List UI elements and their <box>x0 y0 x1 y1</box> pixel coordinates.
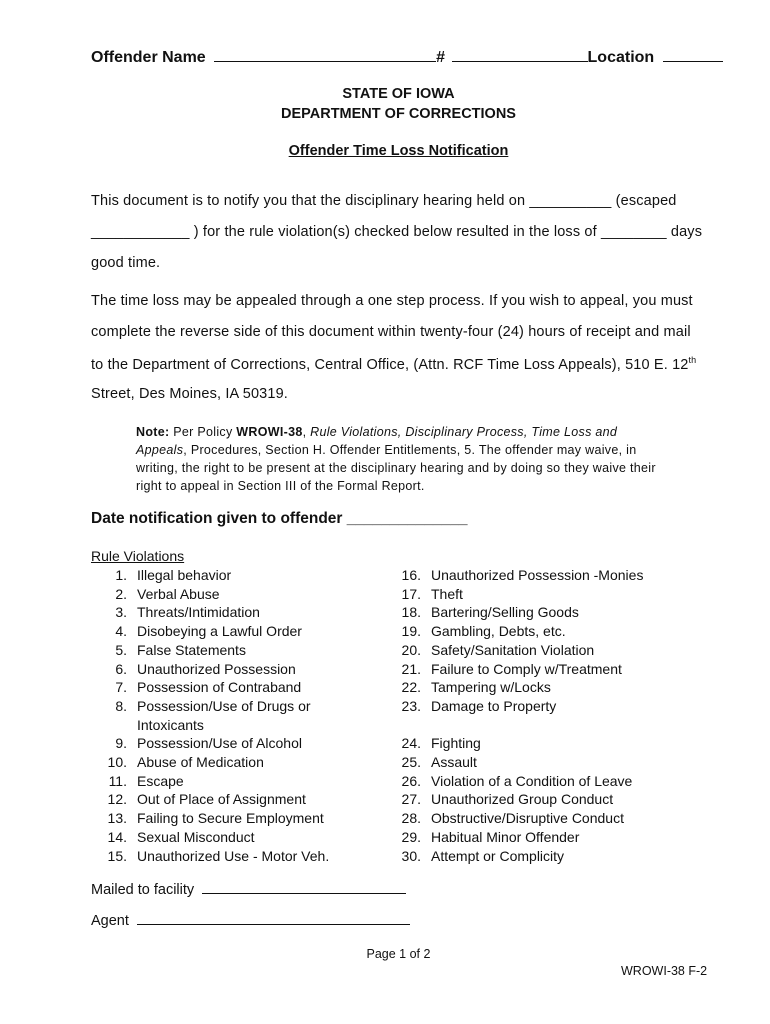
rule-violation-label: Sexual Misconduct <box>137 828 255 845</box>
document-title: Offender Time Loss Notification <box>288 143 509 159</box>
rule-violation-number: 30. <box>401 847 421 864</box>
policy-code: WROWI-38 <box>236 425 303 439</box>
rule-violation-label: Unauthorized Possession <box>137 660 296 677</box>
agent-field[interactable] <box>137 910 410 925</box>
rule-violation-label: Obstructive/Disruptive Conduct <box>431 810 624 827</box>
rule-violation-number: 10. <box>107 754 127 770</box>
body-line-5: complete the reverse side of this document within twenty-four (24) hours of receipt and mail <box>91 324 691 340</box>
rule-violation-label: Safety/Sanitation Violation <box>431 641 595 658</box>
rule-violation-label: Escape <box>137 772 184 789</box>
rule-violation-label: Damage to Property <box>431 697 557 714</box>
agent-row <box>91 910 410 929</box>
agent-label: Agent <box>91 913 129 929</box>
mailed-to-facility-field[interactable] <box>202 879 406 894</box>
offender-name-field[interactable] <box>214 47 436 62</box>
rule-violation-label: Gambling, Debts, etc. <box>431 623 566 640</box>
rule-violation-number: 6. <box>115 660 127 677</box>
body-line-6-text: to the Department of Corrections, Central Office, (Attn. RCF Time Loss Appeals), 510 E. 12 <box>91 356 689 373</box>
rule-violation-number: 5. <box>115 641 127 658</box>
body-line-4: The time loss may be appealed through a one step process. If you wish to appeal, you must <box>91 293 693 309</box>
policy-note <box>136 423 671 495</box>
rule-violation-label: False Statements <box>137 641 246 658</box>
rule-violation-label: Theft <box>431 585 463 602</box>
rule-violation-label: Fighting <box>431 735 481 752</box>
offender-header-row <box>91 47 723 67</box>
state-heading: STATE OF IOWA <box>342 86 455 102</box>
rule-violation-number: 19. <box>401 623 421 640</box>
policy-title: Rule Violations, Disciplinary Process, Time Loss and Appeals <box>136 425 618 457</box>
rule-violation-number: 13. <box>107 810 127 827</box>
mailed-to-facility-row <box>91 879 406 898</box>
note-text-1: Per Policy <box>169 425 237 439</box>
rule-violation-number: 22. <box>401 679 421 696</box>
rule-violation-label: Possession/Use of Alcohol <box>137 735 302 752</box>
rule-violation-number: 15. <box>107 847 127 864</box>
rule-violation-number: 20. <box>401 641 421 658</box>
rule-violation-number: 26. <box>401 772 421 789</box>
rule-violation-number: 8. <box>115 697 127 714</box>
body-line-1: This document is to notify you that the disciplinary hearing held on __________ (escaped <box>91 193 677 209</box>
rule-violation-number: 25. <box>401 754 421 770</box>
rule-violation-label: Threats/Intimidation <box>137 604 260 621</box>
rule-violation-number: 9. <box>115 735 127 752</box>
offender-number-label: # <box>436 49 446 66</box>
rule-violation-label: Unauthorized Use - Motor Veh. <box>137 847 330 864</box>
form-id: WROWI-38 F-2 <box>621 964 708 978</box>
rule-violation-number: 1. <box>115 567 127 583</box>
location-label: Location <box>587 49 655 66</box>
rule-violation-label: Possession of Contraband <box>137 679 302 696</box>
rule-violation-label: Out of Place of Assignment <box>137 791 306 808</box>
rule-violation-label: Failure to Comply w/Treatment <box>431 660 622 677</box>
ordinal-suffix: th <box>688 355 697 365</box>
body-line-2: ____________ ) for the rule violation(s) checked below resulted in the loss of ________ days <box>91 224 703 240</box>
location-field[interactable] <box>663 47 723 62</box>
note-comma: , <box>302 425 311 439</box>
page-number: Page 1 of 2 <box>366 947 431 961</box>
rule-violation-number: 4. <box>115 623 127 640</box>
rule-violation-label: Unauthorized Group Conduct <box>431 791 614 808</box>
rule-violation-label: Disobeying a Lawful Order <box>137 623 302 640</box>
note-text-2: , Procedures, Section H. Offender Entitlements, 5. The offender may waive, in writing, the right to be present at the disciplinary hearing and by doing so they waive their right to appeal in Section III of the Formal Report. <box>136 443 656 493</box>
rule-violation-label: Assault <box>431 754 477 770</box>
rule-violation-number: 12. <box>107 791 127 808</box>
body-line-6 <box>91 355 707 373</box>
rule-violation-number: 18. <box>401 604 421 621</box>
rule-violation-label: Intoxicants <box>137 716 204 733</box>
rule-violation-label: Tampering w/Locks <box>431 679 551 696</box>
rule-violation-number: 2. <box>115 585 127 602</box>
rule-violations-heading: Rule Violations <box>91 548 185 564</box>
rule-violation-label: Bartering/Selling Goods <box>431 604 579 621</box>
rule-violation-number: 28. <box>401 810 421 827</box>
rule-violation-number: 3. <box>115 604 127 621</box>
rule-violation-label: Verbal Abuse <box>137 585 220 602</box>
rule-violation-number: 17. <box>401 585 421 602</box>
rule-violation-label: Illegal behavior <box>137 567 232 583</box>
rule-violation-number: 11. <box>108 772 127 789</box>
rule-violation-number: 29. <box>401 828 421 845</box>
rule-violation-label: Unauthorized Possession -Monies <box>431 567 644 583</box>
offender-number-field[interactable] <box>452 47 588 62</box>
rule-violation-number: 14. <box>107 828 127 845</box>
mailed-to-facility-label: Mailed to facility <box>91 882 195 898</box>
offender-name-label: Offender Name <box>91 49 206 66</box>
rule-violation-label: Violation of a Condition of Leave <box>431 772 633 789</box>
rule-violation-label: Failing to Secure Employment <box>137 810 324 827</box>
rule-violation-number: 23. <box>401 697 421 714</box>
body-line-3: good time. <box>91 255 161 271</box>
rule-violation-label: Abuse of Medication <box>137 754 264 770</box>
rule-violation-number: 27. <box>401 791 421 808</box>
body-line-7: Street, Des Moines, IA 50319. <box>91 386 288 402</box>
rule-violation-number: 16. <box>401 567 421 583</box>
rule-violation-number: 21. <box>401 660 421 677</box>
rule-violation-number: 7. <box>115 679 127 696</box>
rule-violation-label: Habitual Minor Offender <box>431 828 580 845</box>
note-label: Note: <box>136 425 170 439</box>
department-heading: DEPARTMENT OF CORRECTIONS <box>281 106 516 122</box>
rule-violation-label: Possession/Use of Drugs or <box>137 697 311 714</box>
rule-violation-number: 24. <box>401 735 421 752</box>
date-notification-line: Date notification given to offender ______________ <box>91 510 468 527</box>
rule-violation-label: Attempt or Complicity <box>431 847 565 864</box>
